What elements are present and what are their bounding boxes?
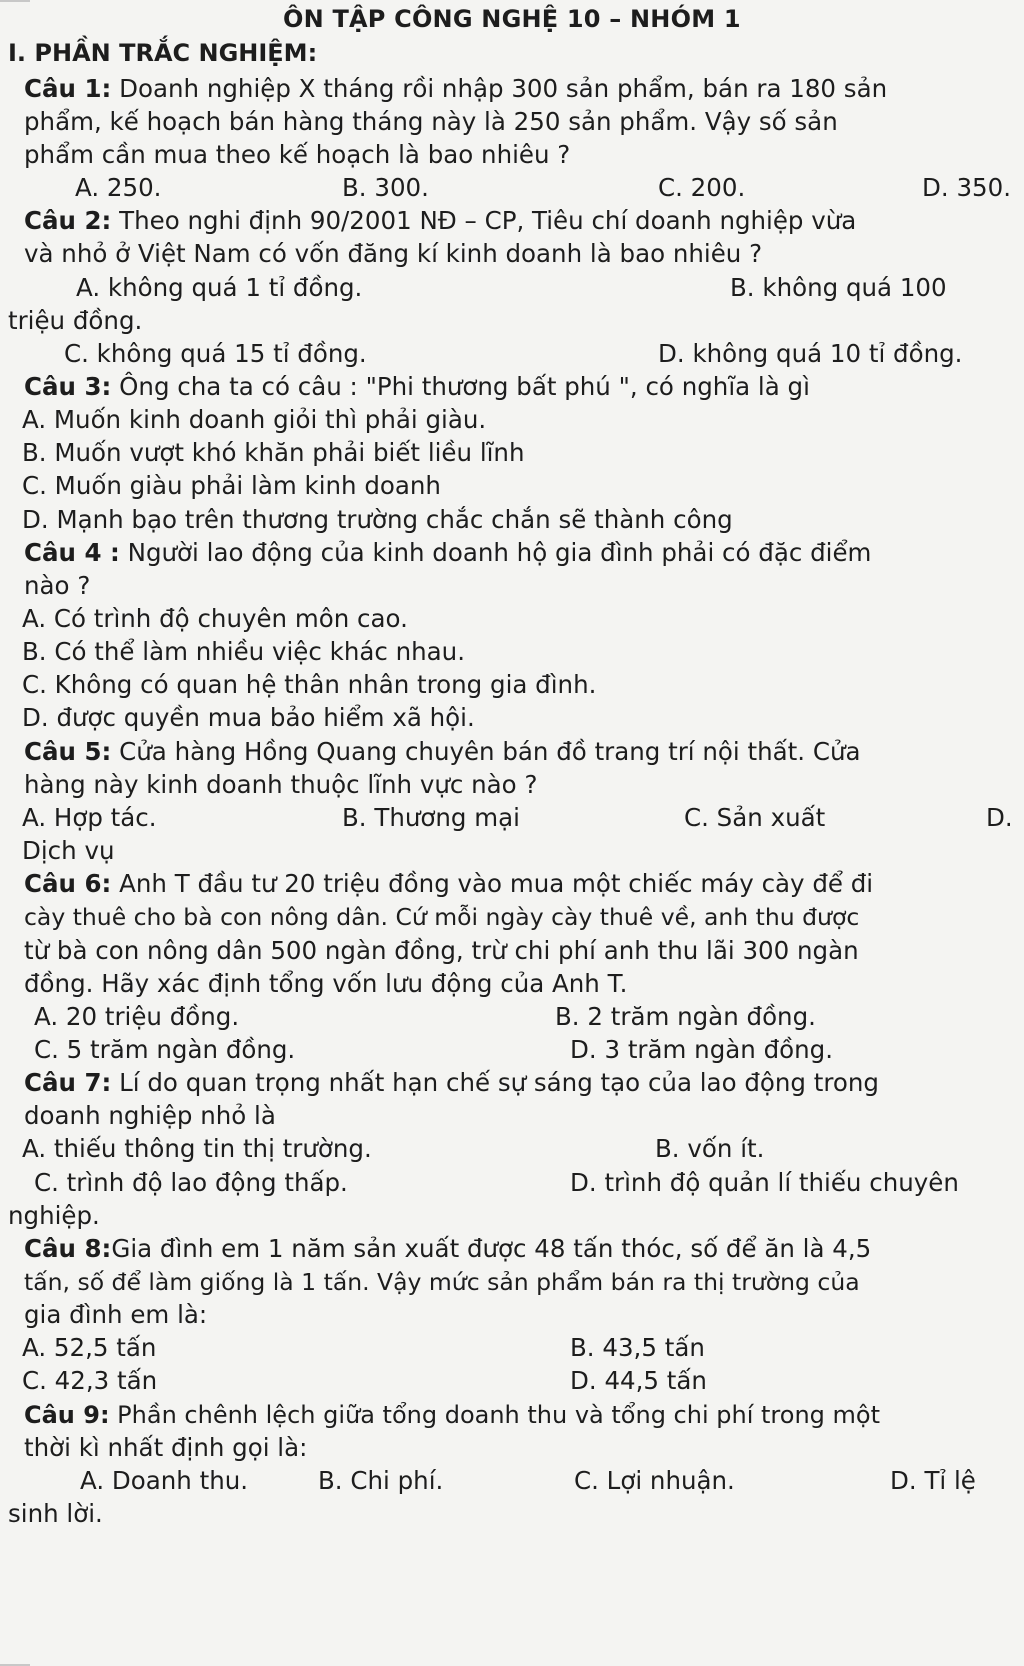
question-1: [24, 74, 887, 104]
question-text-line: nào ?: [24, 571, 91, 600]
answer-option-d: D. được quyền mua bảo hiểm xã hội.: [22, 703, 475, 732]
question-text: Cửa hàng Hồng Quang chuyên bán đồ trang trí nội thất. Cửa: [111, 737, 861, 766]
answer-option-b: B. 300.: [342, 173, 429, 202]
question-text-line: phẩm, kế hoạch bán hàng tháng này là 250 sản phẩm. Vậy số sản: [24, 107, 838, 136]
answer-option-a: A. Doanh thu.: [80, 1466, 249, 1495]
answer-option-c: C. Muốn giàu phải làm kinh doanh: [22, 471, 441, 500]
question-text-line: và nhỏ ở Việt Nam có vốn đăng kí kinh doanh là bao nhiêu ?: [24, 239, 763, 268]
question-label: Câu 1:: [24, 74, 112, 103]
question-2: [24, 206, 856, 236]
question-text: Lí do quan trọng nhất hạn chế sự sáng tạo của lao động trong: [111, 1068, 879, 1097]
question-5: [24, 737, 861, 767]
question-label: Câu 8:: [24, 1234, 112, 1263]
answer-option-d: D. Mạnh bạo trên thương trường chắc chắn sẽ thành công: [22, 505, 733, 534]
answer-option-d: D. không quá 10 tỉ đồng.: [658, 339, 963, 368]
answer-option-b: B. Có thể làm nhiều việc khác nhau.: [22, 637, 465, 666]
question-text: Doanh nghiệp X tháng rồi nhập 300 sản phẩm, bán ra 180 sản: [111, 74, 888, 103]
answer-option-c: C. 200.: [658, 173, 746, 202]
question-text-line: phẩm cần mua theo kế hoạch là bao nhiêu ?: [24, 140, 571, 169]
answer-option-d-cont: sinh lời.: [8, 1499, 103, 1528]
question-label: Câu 2:: [24, 206, 112, 235]
answer-option-c: C. không quá 15 tỉ đồng.: [64, 339, 367, 368]
answer-option-b: B. 43,5 tấn: [570, 1333, 705, 1362]
question-text-line: doanh nghiệp nhỏ là: [24, 1101, 276, 1130]
question-text-line: hàng này kinh doanh thuộc lĩnh vực nào ?: [24, 770, 538, 799]
question-text-line: gia đình em là:: [24, 1300, 208, 1329]
question-3: [24, 372, 810, 402]
question-6: [24, 869, 873, 899]
answer-option-a: A. 20 triệu đồng.: [34, 1002, 240, 1031]
question-label: Câu 3:: [24, 372, 112, 401]
answer-option-b: B. Muốn vượt khó khăn phải biết liều lĩnh: [22, 438, 525, 467]
question-text-line: đồng. Hãy xác định tổng vốn lưu động của Anh T.: [24, 969, 628, 998]
question-label: Câu 7:: [24, 1068, 112, 1097]
question-label: Câu 5:: [24, 737, 112, 766]
question-label: Câu 4 :: [24, 538, 120, 567]
question-4: [24, 538, 871, 568]
question-text: Ông cha ta có câu : "Phi thương bất phú ", có nghĩa là gì: [111, 372, 810, 401]
answer-option-a: A. 52,5 tấn: [22, 1333, 157, 1362]
answer-option-a: A. Muốn kinh doanh giỏi thì phải giàu.: [22, 405, 487, 434]
page-title: ÔN TẬP CÔNG NGHỆ 10 – NHÓM 1: [283, 5, 741, 33]
answer-option-b: B. vốn ít.: [655, 1134, 765, 1163]
answer-option-d-cont: Dịch vụ: [22, 836, 115, 865]
answer-option-b: B. Thương mại: [342, 803, 520, 832]
answer-option-d-cont: nghiệp.: [8, 1201, 100, 1230]
question-text: Phần chênh lệch giữa tổng doanh thu và tổng chi phí trong một: [109, 1401, 880, 1429]
answer-option-a: A. 250.: [75, 173, 162, 202]
question-text: Theo nghi định 90/2001 NĐ – CP, Tiêu chí doanh nghiệp vừa: [111, 206, 857, 235]
answer-option-b: B. Chi phí.: [318, 1466, 444, 1495]
answer-option-c: C. trình độ lao động thấp.: [34, 1168, 348, 1197]
answer-option-a: A. không quá 1 tỉ đồng.: [76, 273, 363, 302]
answer-option-c: C. Sản xuất: [684, 803, 826, 832]
answer-option-a: A. Hợp tác.: [22, 803, 157, 832]
answer-option-d: D. 3 trăm ngàn đồng.: [570, 1035, 833, 1064]
question-text-line: cày thuê cho bà con nông dân. Cứ mỗi ngày cày thuê về, anh thu được: [24, 903, 860, 931]
question-text-line: thời kì nhất định gọi là:: [24, 1433, 308, 1462]
answer-option-c: C. Không có quan hệ thân nhân trong gia đình.: [22, 670, 597, 699]
question-label: Câu 6:: [24, 869, 112, 898]
answer-option-d: D.: [986, 803, 1013, 832]
answer-option-d: D. 44,5 tấn: [570, 1366, 707, 1395]
question-text: Anh T đầu tư 20 triệu đồng vào mua một chiếc máy cày để đi: [111, 869, 874, 898]
answer-option-c: C. 5 trăm ngàn đồng.: [34, 1035, 296, 1064]
question-9: [24, 1400, 880, 1430]
question-text: Người lao động của kinh doanh hộ gia đình phải có đặc điểm: [119, 538, 872, 567]
question-label: Câu 9:: [24, 1401, 110, 1429]
answer-option-b-cont: triệu đồng.: [8, 306, 143, 335]
answer-option-b: B. không quá 100: [730, 273, 947, 302]
question-7: [24, 1068, 879, 1098]
answer-option-a: A. Có trình độ chuyên môn cao.: [22, 604, 408, 633]
answer-option-c: C. 42,3 tấn: [22, 1366, 158, 1395]
answer-option-d: D. Tỉ lệ: [890, 1466, 976, 1495]
section-heading: I. PHẦN TRẮC NGHIỆM:: [8, 39, 318, 67]
answer-option-d: D. 350.: [922, 173, 1011, 202]
answer-option-c: C. Lợi nhuận.: [574, 1466, 735, 1495]
question-text-line: từ bà con nông dân 500 ngàn đồng, trừ chi phí anh thu lãi 300 ngàn: [24, 936, 859, 965]
top-edge-mark: [0, 0, 30, 2]
question-text: Gia đình em 1 năm sản xuất được 48 tấn thóc, số để ăn là 4,5: [111, 1234, 872, 1263]
answer-option-d: D. trình độ quản lí thiếu chuyên: [570, 1168, 959, 1197]
question-text-line: tấn, số để làm giống là 1 tấn. Vậy mức sản phẩm bán ra thị trường của: [24, 1268, 860, 1296]
answer-option-b: B. 2 trăm ngàn đồng.: [555, 1002, 816, 1031]
question-8: [24, 1234, 871, 1264]
answer-option-a: A. thiếu thông tin thị trường.: [22, 1134, 372, 1163]
